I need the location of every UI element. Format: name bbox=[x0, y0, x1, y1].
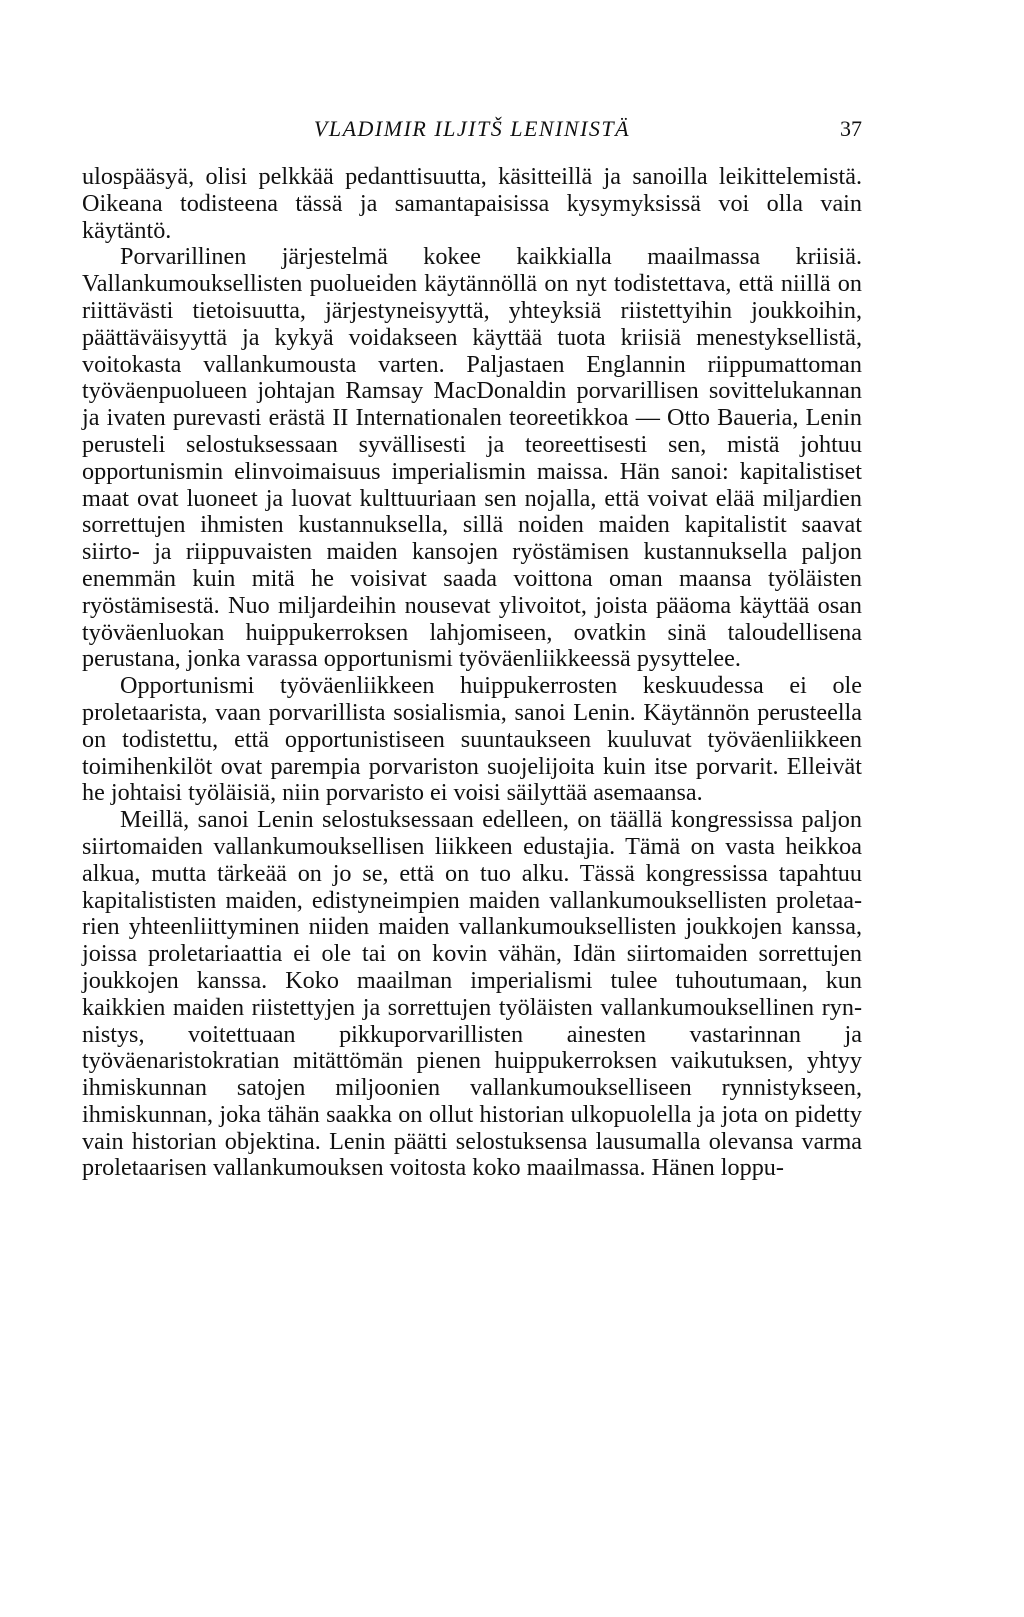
book-page bbox=[82, 112, 862, 1182]
page-number: 37 bbox=[840, 116, 862, 141]
running-title: VLADIMIR ILJITŠ LENINISTÄ bbox=[313, 116, 631, 141]
paragraph: Porvarillinen järjestelmä kokee kaikkialla maailmassa kriisiä. Vallankumouksellisten puolueiden käytännöllä on nyt todistettava, että niillä on riittävästi tietoisuutta, järjestyneisyyttä, yhteyksiä riistettyihin joukkoihin, päättäväisyyttä ja kykyä voidakseen käyttää tuota kriisiä menestyksellistä, voitokasta vallankumousta varten. Paljastaen Englannin riippumattoman työväenpuolueen johtajan Ramsay MacDonaldin porvarillisen sovittelukannan ja ivaten purevasti erästä II Internationalen teoreetikkoa — Otto Baueria, Lenin perusteli selostuksessaan syvällisesti ja teoreettisesti sen, mistä johtuu opportunismin elinvoimaisuus imperialismin maissa. Hän sanoi: kapitalistiset maat ovat luoneet ja luovat kulttuuriaan sen nojalla, että voivat elää miljardien sorrettujen ihmisten kustannuksella, sillä noiden maiden kapitalistit saavat siirto- ja riippuvaisten maiden kansojen ryöstämisen kustannuksella paljon enemmän kuin mitä he voisivat saada voittona oman maansa työläisten ryöstämisestä. Nuo miljardeihin nousevat ylivoitot, joista pääoma käyttää osan työväenluokan huippukerroksen lahjomiseen, ovatkin sinä taloudellisena perustana, jonka varassa opportunismi työväenliikkeessä pysyttelee. bbox=[82, 243, 862, 673]
paragraph: Meillä, sanoi Lenin selostuksessaan edelleen, on täällä kongressissa paljon siirtomaiden vallankumouksellisen liikkeen edustajia. Tämä on vasta heikkoa alkua, mutta tärkeää on jo se, että on tuo alku. Tässä kongressissa tapahtuu kapitalististen maiden, edistyneimpien maiden vallankumouksellisten proletaarien yhteenliittyminen niiden maiden vallankumouksellisten joukkojen kanssa, joissa proletariaattia ei ole tai on kovin vähän, Idän siirtomaiden sorrettujen joukkojen kanssa. Koko maailman imperialismi tulee tuhoutumaan, kun kaikkien maiden riistettyjen ja sorrettujen työläisten vallankumouksellinen rynnistys, voitettuaan pikkuporvarillisten ainesten vastarinnan ja työväenaristokratian mitättömän pienen huippukerroksen vaikutuksen, yhtyy ihmiskunnan satojen miljoonien vallankumoukselliseen rynnistykseen, ihmiskunnan, joka tähän saakka on ollut historian ulkopuolella ja jota on pidetty vain historian objektina. Lenin päätti selostuksensa lausumalla olevansa varma proletaarisen vallankumouksen voitosta koko maailmassa. Hänen loppu- bbox=[82, 806, 862, 1182]
body-text bbox=[82, 164, 862, 1182]
paragraph: Opportunismi työväenliikkeen huippukerrosten keskuudessa ei ole proletaarista, vaan porvarillista sosialismia, sanoi Lenin. Käytännön perusteella on todistettu, että opportunistiseen suuntaukseen kuuluvat työväenliikkeen toimihenkilöt ovat parempia porvariston suojelijoita kuin itse porvarit. Elleivät he johtaisi työläisiä, niin porvaristo ei voisi säilyttää asemaansa. bbox=[82, 672, 862, 807]
page-header bbox=[82, 112, 862, 146]
paragraph-continuation: ulospääsyä, olisi pelkkää pedanttisuutta, käsitteillä ja sanoilla leikittelemistä. Oikeana todisteena tässä ja samantapaisissa kysymyksissä voi olla vain käytäntö. bbox=[82, 163, 862, 244]
